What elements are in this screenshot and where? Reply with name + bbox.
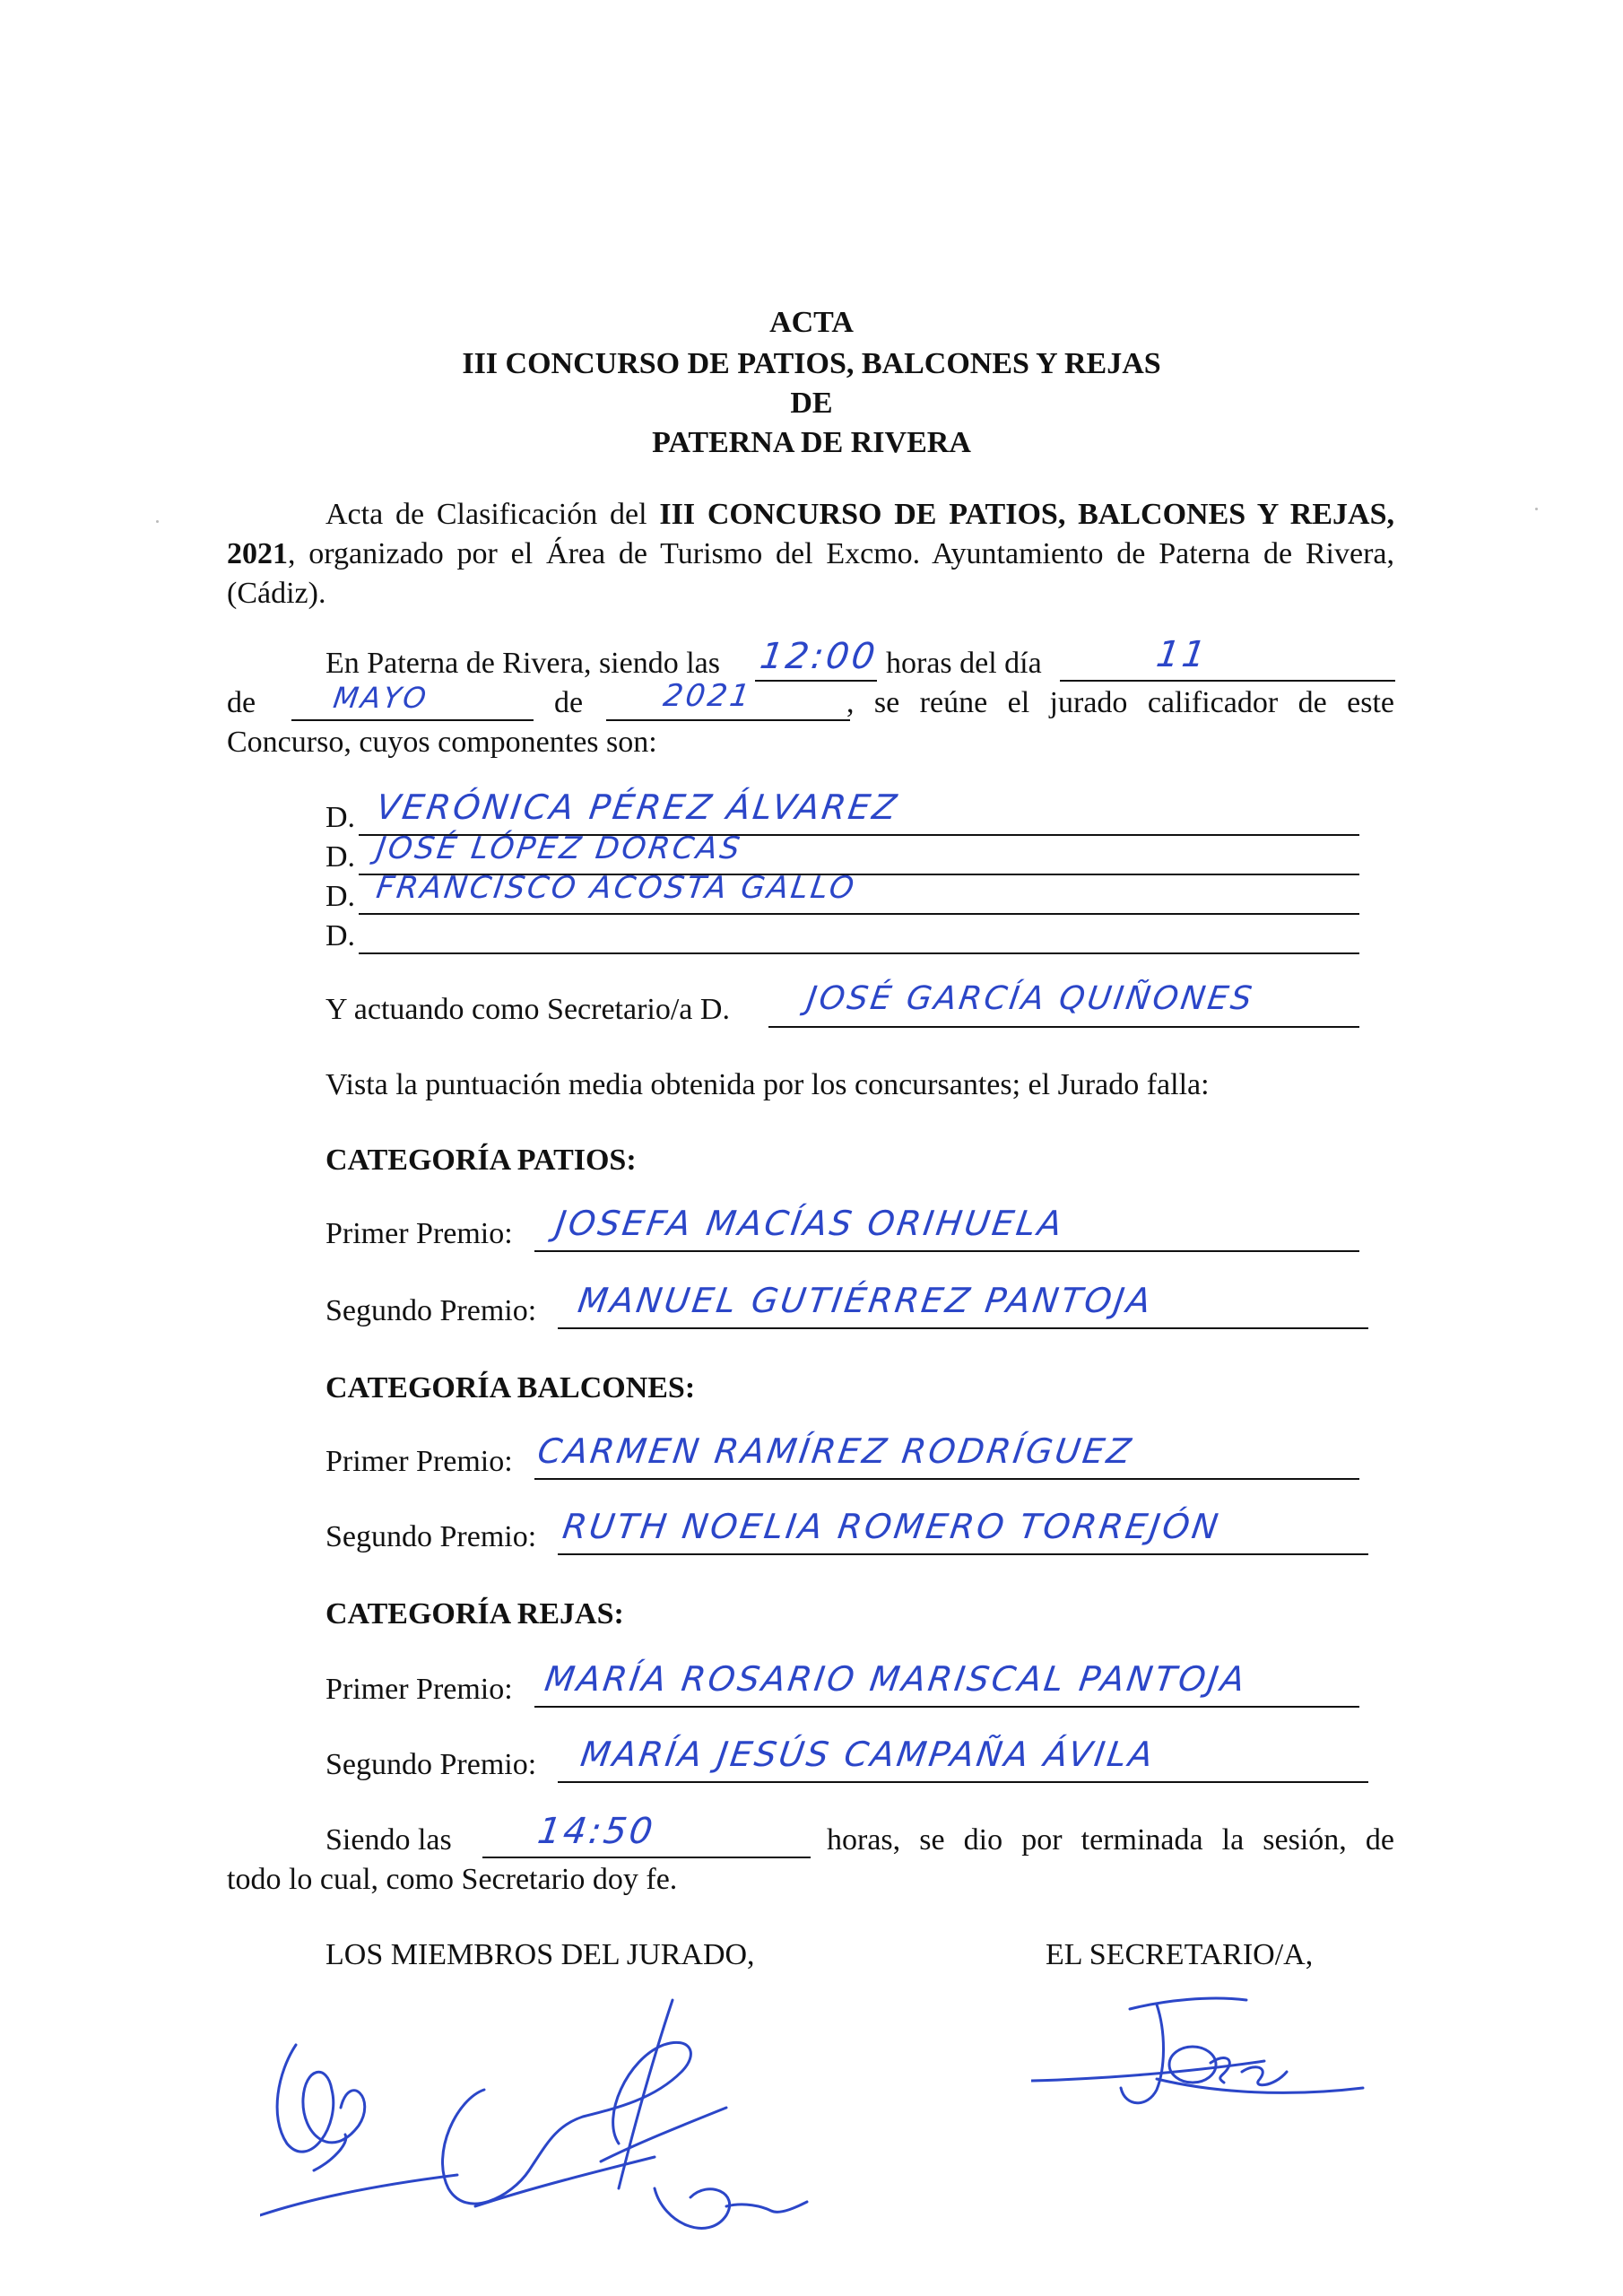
rejas-first-label: Primer Premio:: [325, 1673, 513, 1706]
hour-value: 12:00: [757, 636, 881, 677]
secretary-label: Y actuando como Secretario/a D.: [325, 993, 730, 1026]
jury-prefix-3: D.: [325, 880, 356, 913]
jury-signature-label: LOS MIEMBROS DEL JURADO,: [325, 1938, 755, 1971]
year-value: 2021: [661, 678, 755, 714]
intro-text-2: , organizado por el Área de Turismo del Excmo. Ayuntamiento de Paterna de Rivera, (Cádiz).: [227, 537, 1394, 610]
de-label-1: de: [227, 686, 256, 719]
jury-prefix-1: D.: [325, 801, 356, 834]
jury-member-3: FRANCISCO ACOSTA GALLO: [374, 870, 859, 906]
scan-mark-left: [156, 520, 159, 523]
category-patios-title: CATEGORÍA PATIOS:: [325, 1144, 637, 1177]
balcones-first-value: CARMEN RAMÍREZ RODRÍGUEZ: [534, 1431, 1136, 1471]
de-label-2: de: [554, 686, 584, 719]
rejas-second-value: MARÍA JESÚS CAMPAÑA ÁVILA: [577, 1735, 1159, 1774]
closing-rest: horas, se dio por terminada la sesión, de: [827, 1823, 1394, 1857]
patios-first-label: Primer Premio:: [325, 1217, 513, 1250]
jury-member-2: JOSÉ LÓPEZ DORCAS: [374, 831, 745, 866]
meeting-rest-text: , se reúne el jurado calificador de este: [846, 686, 1394, 719]
jury-signatures: [260, 1991, 834, 2251]
meeting-line3: Concurso, cuyos componentes son:: [227, 726, 657, 759]
day-value: 11: [1153, 634, 1211, 675]
secretary-value: JOSÉ GARCÍA QUIÑONES: [804, 980, 1257, 1017]
end-hour-value: 14:50: [534, 1811, 658, 1852]
intro-bold: III CONCURSO DE PATIOS, BALCONES Y REJAS, 2021: [227, 498, 1394, 570]
balcones-second-label: Segundo Premio:: [325, 1520, 537, 1553]
patios-second-label: Segundo Premio:: [325, 1294, 537, 1327]
jury-field-4: [359, 917, 1359, 954]
month-value: MAYO: [331, 681, 431, 715]
closing-start: Siendo las: [325, 1823, 452, 1857]
jury-prefix-4: D.: [325, 919, 356, 952]
day-label: horas del día: [886, 647, 1042, 680]
balcones-second-value: RUTH NOELIA ROMERO TORREJÓN: [560, 1507, 1223, 1546]
secretary-signature-label: EL SECRETARIO/A,: [1046, 1938, 1314, 1971]
rejas-first-value: MARÍA ROSARIO MARISCAL PANTOJA: [542, 1659, 1250, 1699]
scan-mark-right: [1535, 508, 1538, 510]
rejas-second-label: Segundo Premio:: [325, 1748, 537, 1781]
day-field: [1060, 644, 1395, 682]
verdict-text: Vista la puntuación media obtenida por los concursantes; el Jurado falla:: [325, 1068, 1210, 1101]
secretary-signature: [1031, 1982, 1372, 2144]
doc-subtitle-de: DE: [790, 387, 833, 420]
closing-line2: todo lo cual, como Secretario doy fe.: [227, 1863, 678, 1896]
patios-first-value: JOSEFA MACÍAS ORIHUELA: [552, 1204, 1067, 1243]
doc-subtitle-place: PATERNA DE RIVERA: [652, 426, 971, 459]
jury-prefix-2: D.: [325, 840, 356, 874]
doc-subtitle: III CONCURSO DE PATIOS, BALCONES Y REJAS: [462, 347, 1161, 380]
category-balcones-title: CATEGORÍA BALCONES:: [325, 1371, 696, 1405]
intro-paragraph: [227, 495, 1394, 613]
category-rejas-title: CATEGORÍA REJAS:: [325, 1597, 624, 1631]
doc-title: ACTA: [769, 306, 854, 339]
meeting-start-text: En Paterna de Rivera, siendo las: [325, 647, 720, 680]
intro-text-1: Acta de Clasificación del: [325, 498, 660, 531]
patios-second-value: MANUEL GUTIÉRREZ PANTOJA: [575, 1281, 1156, 1320]
balcones-first-label: Primer Premio:: [325, 1445, 513, 1478]
jury-member-1: VERÓNICA PÉREZ ÁLVAREZ: [373, 787, 902, 827]
